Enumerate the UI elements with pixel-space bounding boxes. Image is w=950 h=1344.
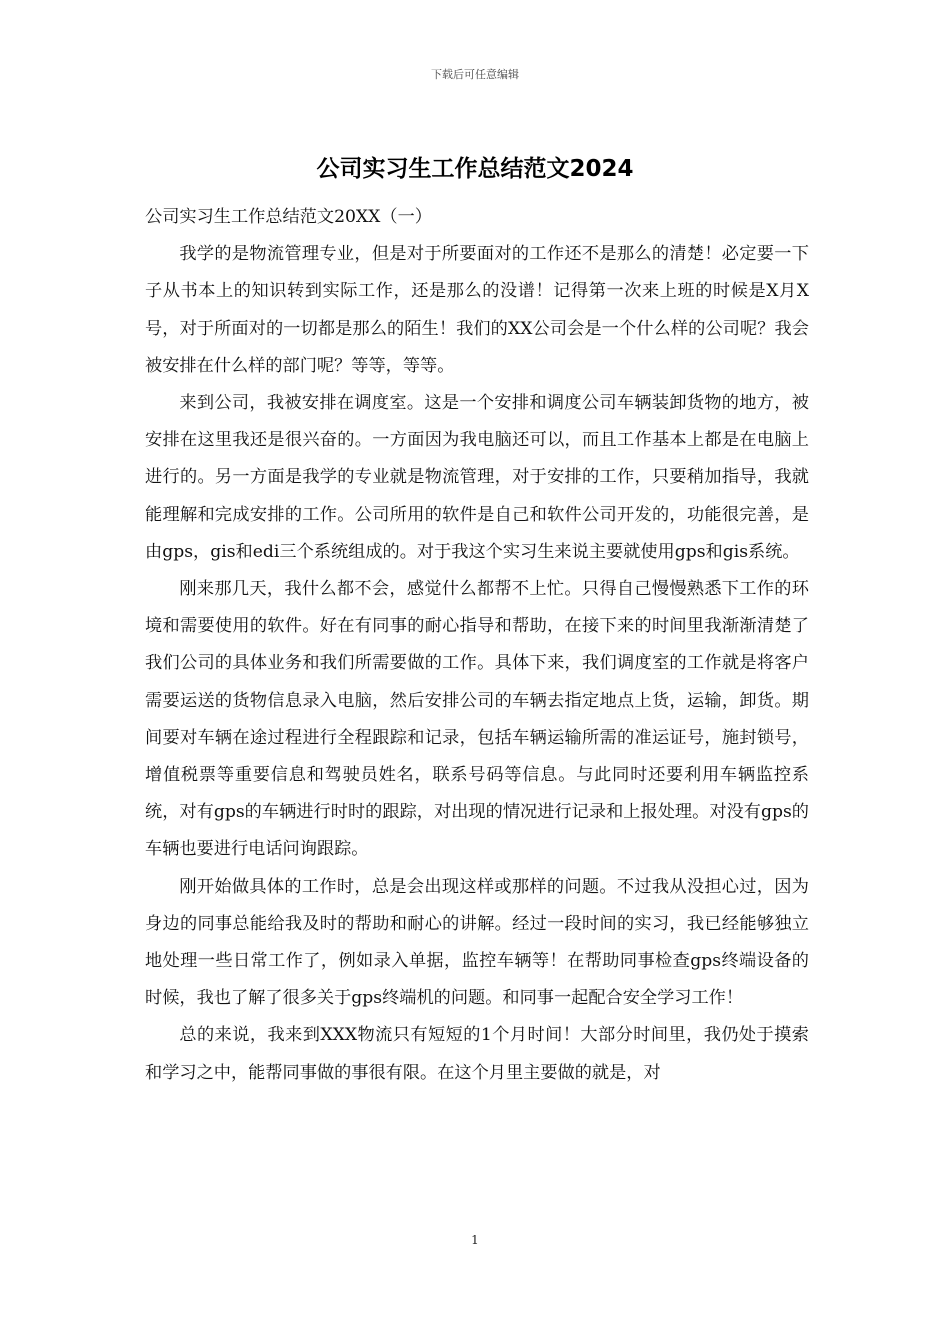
- paragraph: 总的来说，我来到XXX物流只有短短的1个月时间！大部分时间里，我仍处于摸索和学习之中，能帮同事做的事很有限。在这个月里主要做的就是，对: [145, 1025, 809, 1083]
- paragraph: 来到公司，我被安排在调度室。这是一个安排和调度公司车辆装卸货物的地方，被安排在这里我还是很兴奋的。一方面因为我电脑还可以，而且工作基本上都是在电脑上进行的。另一方面是我学的专业就是物流管理，对于安排的工作，只要稍加指导，我就能理解和完成安排的工作。公司所用的软件是自己和软件公司开发的，功能很完善，是由gps，gis和edi三个系统组成的。对于我这个实习生来说主要就使用gps和gis系统。: [145, 393, 809, 562]
- page-number: 1: [471, 1233, 479, 1247]
- paragraph: 我学的是物流管理专业，但是对于所要面对的工作还不是那么的清楚！必定要一下子从书本上的知识转到实际工作，还是那么的没谱！记得第一次来上班的时候是X月X号，对于所面对的一切都是那么的陌生！我们的XX公司会是一个什么样的公司呢？我会被安排在什么样的部门呢？等等，等等。: [145, 244, 809, 376]
- section-subtitle: 公司实习生工作总结范文20XX（一）: [145, 207, 432, 227]
- paragraph: 刚来那几天，我什么都不会，感觉什么都帮不上忙。只得自己慢慢熟悉下工作的环境和需要使用的软件。好在有同事的耐心指导和帮助，在接下来的时间里我渐渐清楚了我们公司的具体业务和我们所需要做的工作。具体下来，我们调度室的工作就是将客户需要运送的货物信息录入电脑，然后安排公司的车辆去指定地点上货，运输，卸货。期间要对车辆在途过程进行全程跟踪和记录，包括车辆运输所需的准运证号，施封锁号，增值税票等重要信息和驾驶员姓名，联系号码等信息。与此同时还要利用车辆监控系统，对有gps的车辆进行时时的跟踪，对出现的情况进行记录和上报处理。对没有gps的车辆也要进行电话问询跟踪。: [145, 579, 809, 860]
- paragraph: 刚开始做具体的工作时，总是会出现这样或那样的问题。不过我从没担心过，因为身边的同事总能给我及时的帮助和耐心的讲解。经过一段时间的实习，我已经能够独立地处理一些日常工作了，例如录入单据，监控车辆等！在帮助同事检查gps终端设备的时候，我也了解了很多关于gps终端机的问题。和同事一起配合安全学习工作！: [145, 876, 809, 1009]
- document-body: [145, 199, 809, 1092]
- document-title: 公司实习生工作总结范文2024: [316, 156, 634, 182]
- header-note: 下载后可任意编辑: [431, 68, 519, 81]
